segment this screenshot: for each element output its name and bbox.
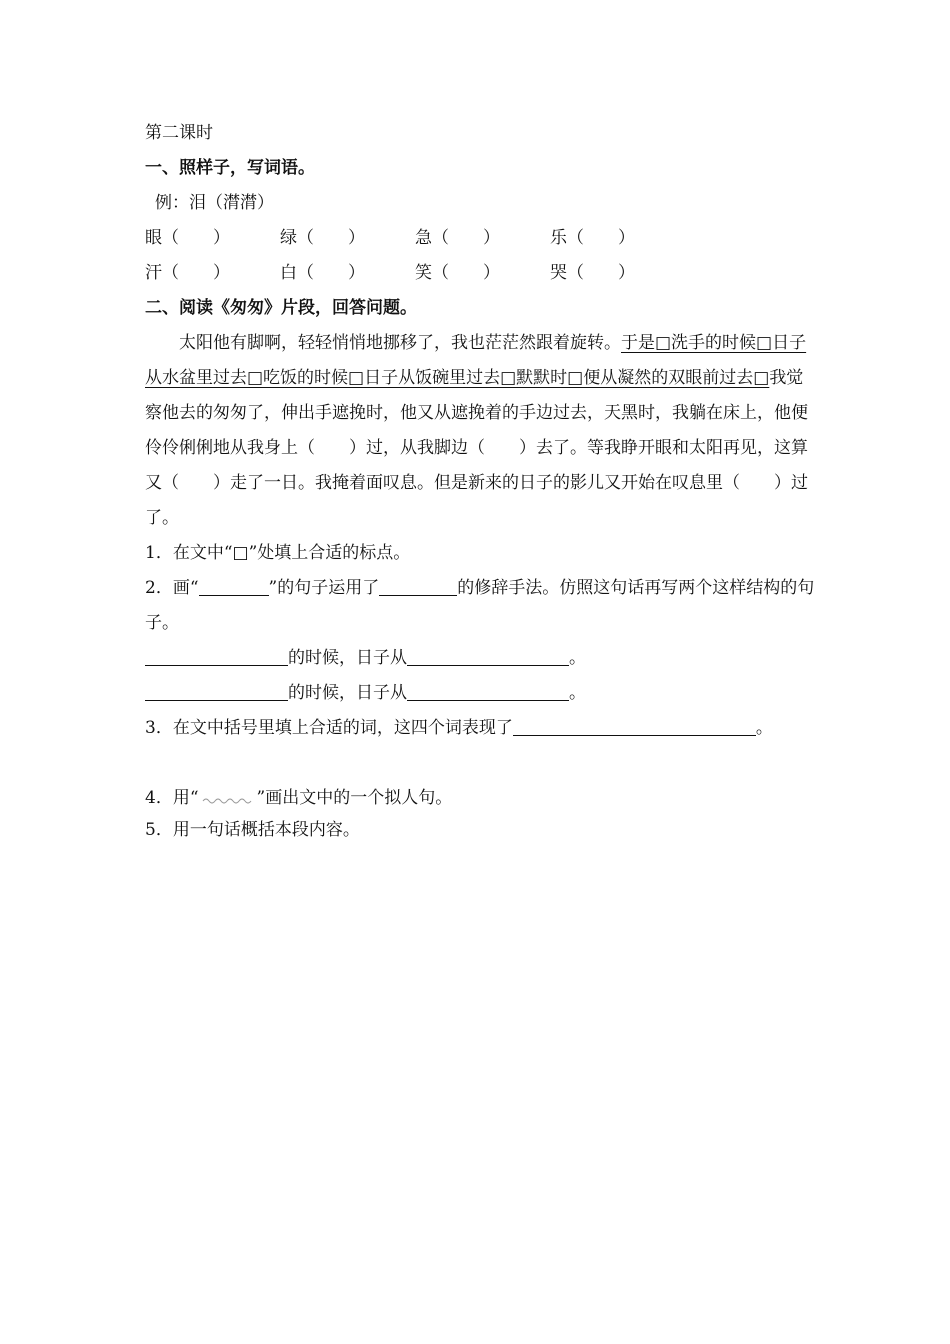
q2-fill-line-1: 的时候，日子从 。 (145, 641, 815, 676)
passage-rest: 我觉察他去的匆匆了，伸出手遮挽时，他又从遮挽着的手边过去，天黑时，我躺在床上，他便伶伶俐俐地从我身上（ ）过，从我脚边（ ）去了。等我睁开眼和太阳再见，这算又（ ）走了一日。我掩着面叹息。但是新来的日子的影儿又开始在叹息里（ ）过了。 (145, 368, 808, 528)
answer-blank[interactable] (407, 680, 569, 701)
worksheet-page (145, 116, 815, 846)
word-row-2 (145, 256, 815, 291)
answer-blank[interactable] (407, 645, 569, 666)
section2-heading: 二、阅读《匆匆》片段，回答问题。 (145, 298, 417, 318)
question-1: 1．在文中“□”处填上合适的标点。 (145, 543, 411, 563)
passage-start: 太阳他有脚啊，轻轻悄悄地挪移了，我也茫茫然跟着旋转。 (179, 333, 621, 353)
word-row-1 (145, 221, 815, 256)
example-line: 例：泪（潸潸） (155, 193, 274, 213)
word-item[interactable]: 白（ ） (280, 263, 365, 283)
word-item[interactable]: 绿（ ） (280, 228, 365, 248)
answer-blank[interactable] (145, 645, 288, 666)
section1-heading: 一、照样子，写词语。 (145, 158, 315, 178)
rhetoric-answer-blank[interactable] (379, 575, 457, 596)
question-3: 3．在文中括号里填上合适的词，这四个词表现了 。 (145, 711, 815, 746)
word-item[interactable]: 汗（ ） (145, 263, 230, 283)
answer-blank[interactable] (513, 715, 756, 736)
question-4: 4．用“ ”画出文中的一个拟人句。 (145, 788, 453, 808)
question-2: 2．画“ ”的句子运用了 的修辞手法。仿照这句话再写两个这样结构的句子。 (145, 571, 815, 641)
reading-passage (145, 326, 815, 536)
word-item[interactable]: 笑（ ） (415, 263, 500, 283)
word-item[interactable]: 乐（ ） (550, 228, 635, 248)
lesson-title: 第二课时 (145, 123, 213, 143)
underline-sample (199, 575, 269, 596)
passage-underlined-sentence: 于是□洗手的时候□日子从水盆里过去□吃饭的时候□日子从饭碗里过去□默默时□便从凝然的双眼前过去□ (145, 333, 807, 388)
wavy-line-sample (199, 795, 257, 805)
word-item[interactable]: 哭（ ） (550, 263, 635, 283)
q2-fill-line-2: 的时候，日子从 。 (145, 676, 815, 711)
question-5: 5．用一句话概括本段内容。 (145, 820, 360, 840)
word-item[interactable]: 眼（ ） (145, 228, 230, 248)
word-item[interactable]: 急（ ） (415, 228, 500, 248)
answer-blank[interactable] (145, 680, 288, 701)
